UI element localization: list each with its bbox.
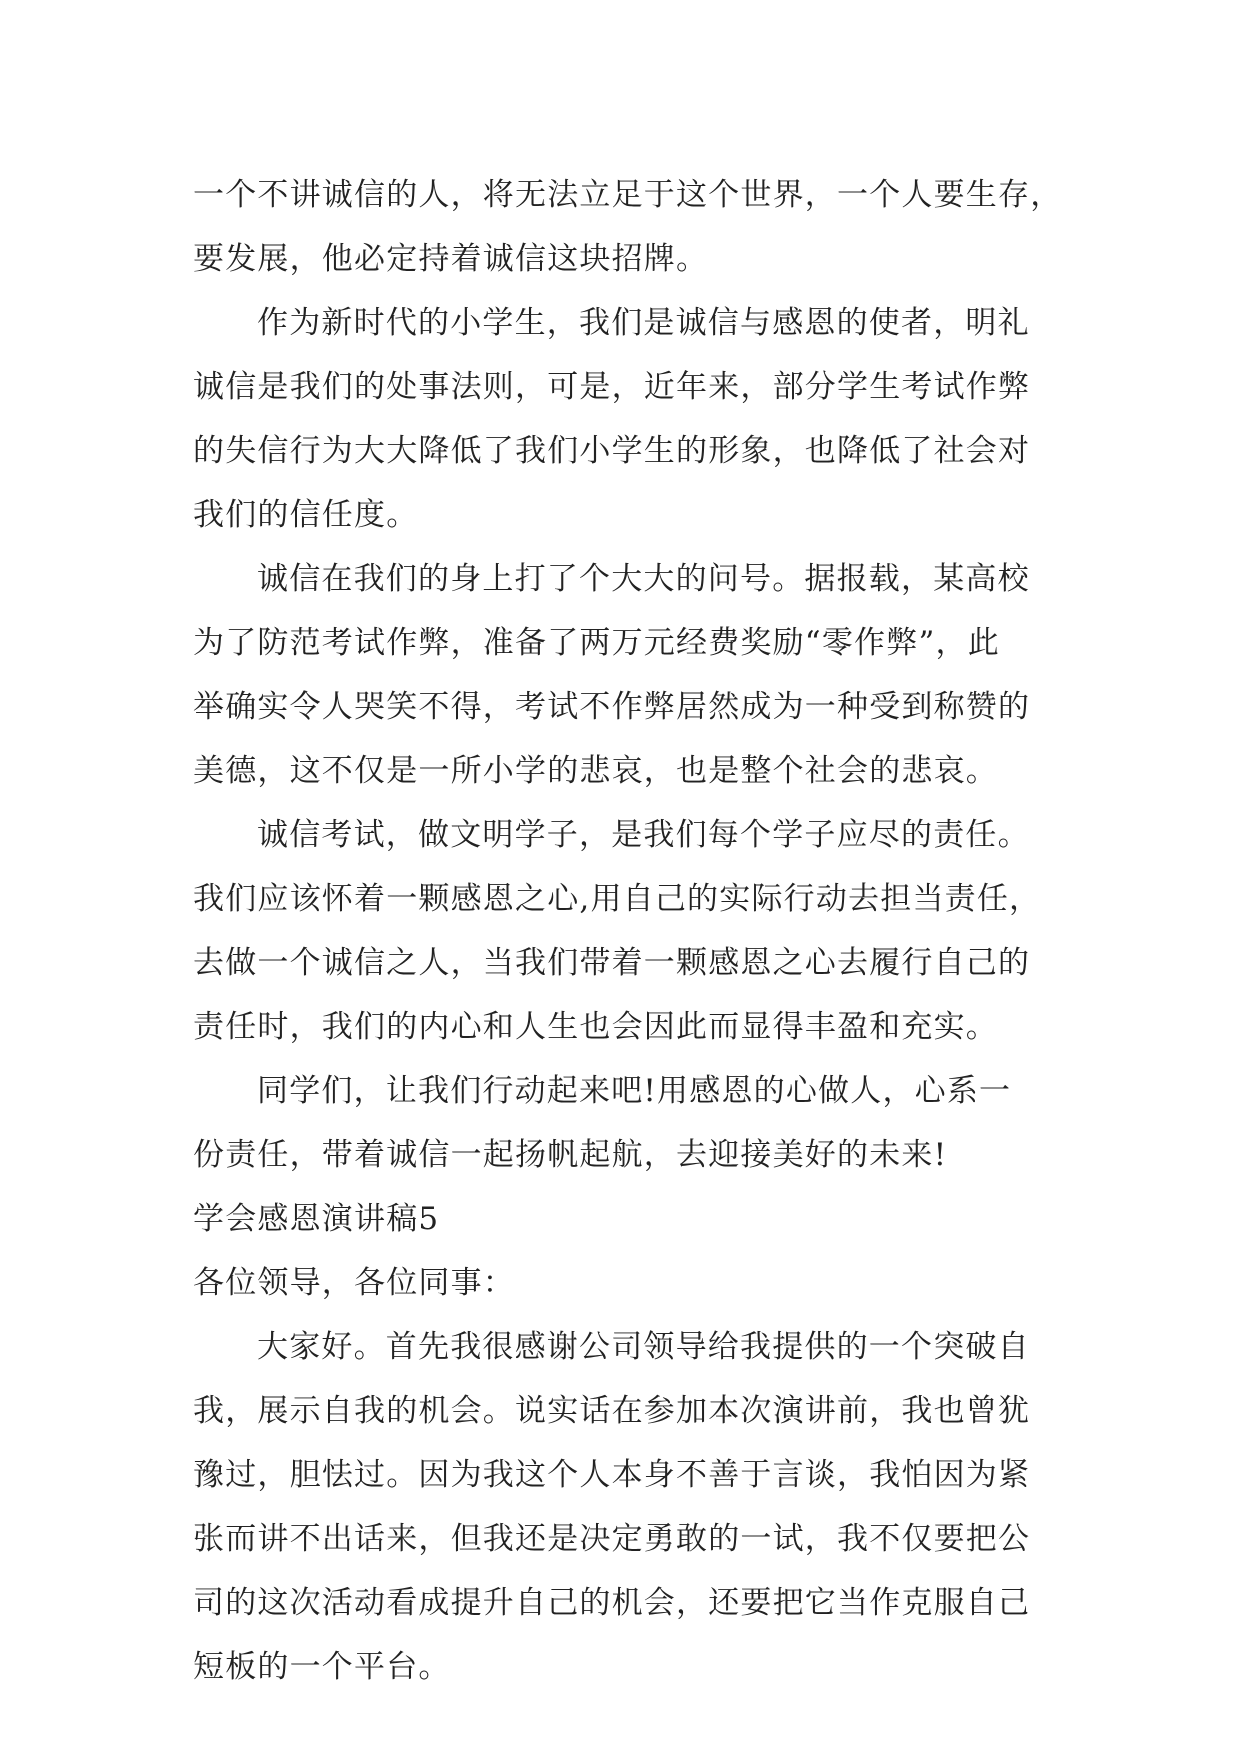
paragraph-line: 诚信考试，做文明学子，是我们每个学子应尽的责任。 <box>257 817 1030 853</box>
paragraph-line: 份责任，带着诚信一起扬帆起航，去迎接美好的未来! <box>193 1137 948 1173</box>
paragraph-line: 的失信行为大大降低了我们小学生的形象，也降低了社会对 <box>193 433 1031 469</box>
paragraph-line: 诚信是我们的处事法则，可是，近年来，部分学生考试作弊 <box>193 369 1031 405</box>
paragraph-line: 司的这次活动看成提升自己的机会，还要把它当作克服自己 <box>193 1585 1031 1621</box>
paragraph-line: 诚信在我们的身上打了个大大的问号。据报载，某高校 <box>257 561 1030 597</box>
paragraph-line: 美德，这不仅是一所小学的悲哀，也是整个社会的悲哀。 <box>193 753 998 789</box>
paragraph-line: 豫过，胆怯过。因为我这个人本身不善于言谈，我怕因为紧 <box>193 1457 1031 1493</box>
paragraph-line: 要发展，他必定持着诚信这块招牌。 <box>193 241 709 277</box>
salutation: 各位领导，各位同事： <box>193 1265 515 1301</box>
paragraph-line: 我，展示自我的机会。说实话在参加本次演讲前，我也曾犹 <box>193 1393 1031 1429</box>
paragraph-line: 一个不讲诚信的人，将无法立足于这个世界，一个人要生存， <box>193 177 1063 213</box>
paragraph-line: 我们应该怀着一颗感恩之心,用自己的实际行动去担当责任， <box>193 881 1042 917</box>
paragraph-line: 大家好。首先我很感谢公司领导给我提供的一个突破自 <box>257 1329 1030 1365</box>
paragraph-line: 张而讲不出话来，但我还是决定勇敢的一试，我不仅要把公 <box>193 1521 1031 1557</box>
paragraph-line: 为了防范考试作弊，准备了两万元经费奖励“零作弊”，此 <box>193 625 1000 661</box>
paragraph-line: 我们的信任度。 <box>193 497 419 533</box>
paragraph-line: 作为新时代的小学生，我们是诚信与感恩的使者，明礼 <box>257 305 1030 341</box>
paragraph-line: 举确实令人哭笑不得，考试不作弊居然成为一种受到称赞的 <box>193 689 1031 725</box>
paragraph-line: 去做一个诚信之人，当我们带着一颗感恩之心去履行自己的 <box>193 945 1031 981</box>
document-body <box>193 163 1063 1699</box>
section-heading: 学会感恩演讲稿5 <box>193 1201 440 1237</box>
paragraph-line: 短板的一个平台。 <box>193 1649 451 1685</box>
paragraph-line: 同学们，让我们行动起来吧!用感恩的心做人，心系一 <box>257 1073 1012 1109</box>
paragraph-line: 责任时，我们的内心和人生也会因此而显得丰盈和充实。 <box>193 1009 998 1045</box>
